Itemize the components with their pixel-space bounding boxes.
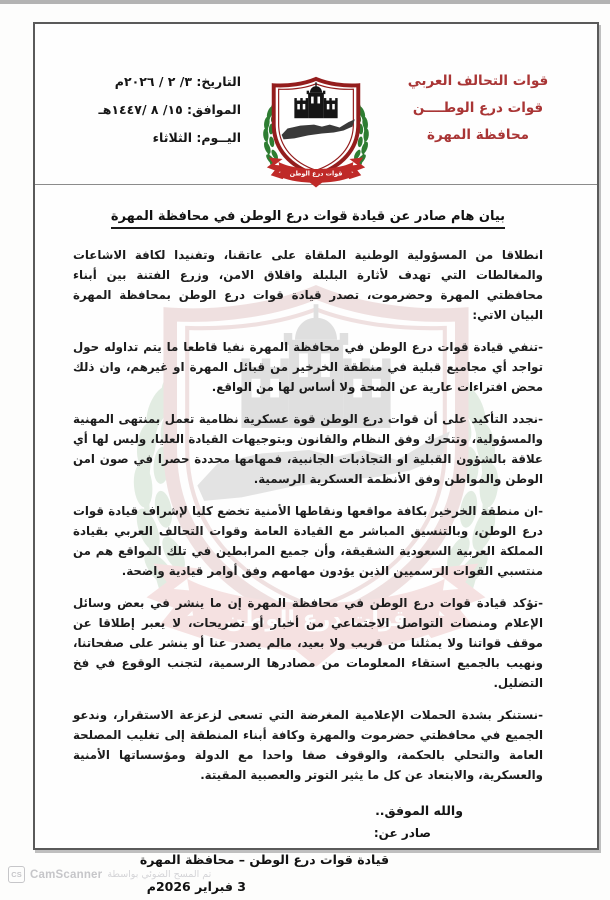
statement-paragraph: -نجدد التأكيد على أن قوات درع الوطن قوة عسكرية نظامية تعمل بمنتهى المهنية والمسؤولية، وتتحرك وفق النظام والقانون وبتوجيهات القيادة العليا، وليس لها أي علاقة بالشؤون القبلية او التجاذبات الجانبية، فمهامها محددة حصرا في صون امن الوطن والمواطن وفق الأنظمة العسكرية الرسمية. [73, 412, 543, 486]
camscanner-note: تم المسح الضوئي بواسطة [107, 869, 212, 880]
camscanner-icon: CS [8, 866, 25, 883]
closing-phrase: والله الموفق.. [375, 803, 463, 818]
letterhead [35, 24, 597, 185]
statement-title: بيان هام صادر عن قيادة قوات درع الوطن في محافظة المهرة [111, 209, 505, 229]
camscanner-watermark [8, 866, 211, 883]
date-hijri: الموافق: ١٥/ ٨ /١٤٤٧هـ [98, 102, 241, 117]
org-line-coalition: قوات التحالف العربي [407, 73, 549, 89]
issuer-name: قيادة قوات درع الوطن – محافظة المهرة [139, 852, 389, 867]
statement-paragraph: -نستنكر بشدة الحملات الإعلامية المغرضة التي تسعى لزعزعة الاستقرار، وندعو الجميع في محافظتي حضرموت والمهرة وكافة أبناء المنطقة إلى تغليب المصلحة العامة والتحلي بالحكمة، والوقوف صفا واحدا مع الدولة ومؤسساتها الأمنية والعسكرية، والابتعاد عن كل ما يثير التوتر والعصبية المقيتة. [73, 708, 543, 782]
statement-paragraph: انطلاقا من المسؤولية الوطنية الملقاة على عاتقنا، وتفنيدا لكافة الاشاعات والمغالطات التي تهدف لأثارة البلبلة واقلاق الامن، وزرع الفتنة بين أبناء محافظتي المهرة وحضرموت، تصدر قيادة قوات درع الوطن بمحافظة المهرة البيان الاتي: [73, 248, 543, 322]
letterhead-date-block [51, 68, 241, 152]
statement-body [35, 185, 597, 894]
statement-paragraph: -ان منطقة الخرخير بكافة مواقعها ونقاطها الأمنية تخضع كليا لإشراف قيادة قوات درع الوطن، وبالتنسيق المباشر مع القيادة العامة وقوات التحالف العربي بقيادة المملكة العربية السعودية الشقيقة، وأن جميع المرابطين في تلك المواقع هم من منتسبي القوات الرسميين الذين يؤدون مهامهم وفق أوامر قيادية واضحة. [73, 504, 543, 578]
date-weekday: اليــوم: الثلاثاء [152, 130, 241, 145]
letterhead-org-block [393, 68, 563, 149]
camscanner-brand: CamScanner [30, 868, 103, 881]
org-line-governorate: محافظة المهرة [426, 127, 530, 143]
date-gregorian: التاريخ: ٣/ ٢ / ٢٠٢٦م [114, 74, 241, 89]
statement-paragraph: -تؤكد قيادة قوات درع الوطن في محافظة المهرة إن ما ينشر في بعض وسائل الإعلام ومنصات التواصل الاجتماعي من أخبار أو تصريحات، لا يعبر إطلاقا عن موقف قواتنا ولا يمثلنا من قريب ولا بعيد، مالم يصدر عنا أو ينشر على صفحاتنا، ونهيب بالجميع استقاء المعلومات من مصادرها الرسمية، لتجنب الوقوع في فخ التضليل. [73, 596, 543, 690]
statement-paragraph: -تنفي قيادة قوات درع الوطن في محافظة المهرة نفيا قاطعا ما يتم تداوله حول تواجد أي مجاميع قبلية في منطقة الخرخير من قبائل المهرة او غيرهم، وان ذلك محض افتراءات عارية عن الصحة ولا أساس لها من الواقع. [73, 340, 543, 394]
scan-edge-strip [0, 0, 610, 4]
national-shield-emblem-icon [257, 72, 375, 190]
org-line-forces: قوات درع الوطــــن [412, 100, 544, 116]
issued-by-label: صادر عن: [373, 826, 431, 840]
issue-date: 3 فبراير 2026م [146, 879, 246, 894]
